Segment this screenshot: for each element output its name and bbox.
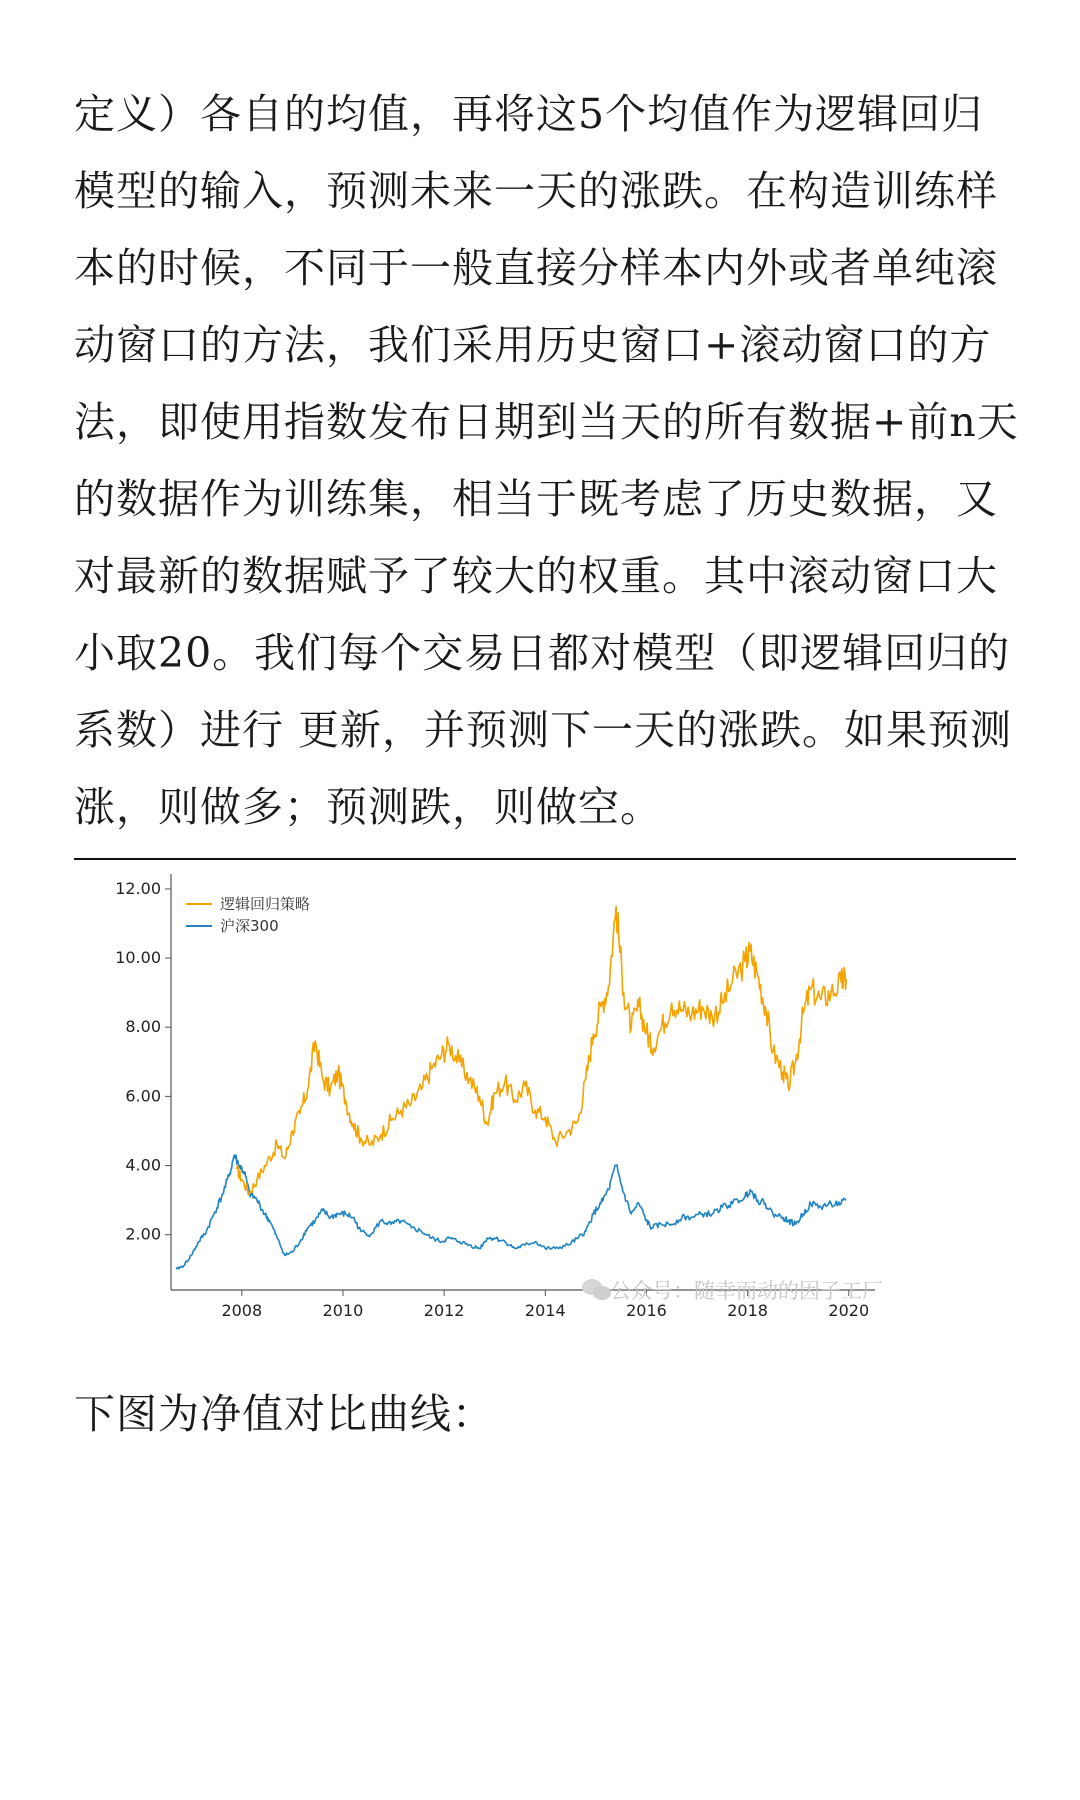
legend-label: 沪深300	[220, 917, 279, 935]
article-line: 小取20。我们每个交易日都对模型（即逻辑回归的	[74, 629, 1011, 677]
y-tick-label: 2.00	[125, 1224, 161, 1244]
article-line: 法，即使用指数发布日期到当天的所有数据+前n天	[74, 398, 1019, 446]
article-line: 模型的输入，预测未来一天的涨跌。在构造训练样	[74, 167, 998, 215]
x-tick-label: 2008	[221, 1301, 263, 1320]
y-tick-label: 10.00	[115, 948, 161, 968]
y-tick-label: 8.00	[125, 1017, 161, 1037]
x-tick-label: 2018	[727, 1301, 768, 1320]
article-line: 本的时候，不同于一般直接分样本内外或者单纯滚	[74, 244, 998, 292]
x-tick-label: 2016	[626, 1301, 667, 1320]
chart-canvas	[74, 860, 1016, 1330]
strategy-series-line	[237, 906, 846, 1194]
article-line: 定义）各自的均值，再将这5个均值作为逻辑回归	[74, 90, 984, 138]
article-line: 的数据作为训练集，相当于既考虑了历史数据，又	[74, 475, 998, 523]
x-tick-label: 2020	[828, 1301, 870, 1320]
x-tick-label: 2014	[524, 1301, 566, 1320]
y-tick-label: 6.00	[125, 1086, 161, 1106]
article-line: 动窗口的方法，我们采用历史窗口+滚动窗口的方	[74, 321, 992, 369]
watermark	[582, 1279, 883, 1303]
chart-caption: 下图为净值对比曲线：	[74, 1390, 494, 1438]
wechat-icon	[582, 1279, 611, 1300]
x-tick-label: 2012	[423, 1301, 465, 1320]
legend-label: 逻辑回归策略	[220, 895, 311, 913]
article-line: 系数）进行 更新，并预测下一天的涨跌。如果预测	[74, 706, 1013, 754]
watermark-text: 公众号：随幸而动的因子工厂	[610, 1279, 883, 1303]
index-series-line	[176, 1155, 846, 1269]
y-tick-label: 12.00	[115, 878, 161, 898]
net-value-chart	[74, 860, 1016, 1330]
y-tick-label: 4.00	[125, 1155, 161, 1175]
article-line: 涨，则做多；预测跌，则做空。	[74, 783, 662, 831]
x-tick-label: 2010	[322, 1301, 364, 1320]
article-line: 对最新的数据赋予了较大的权重。其中滚动窗口大	[74, 552, 998, 600]
article-paragraph	[74, 76, 1019, 846]
